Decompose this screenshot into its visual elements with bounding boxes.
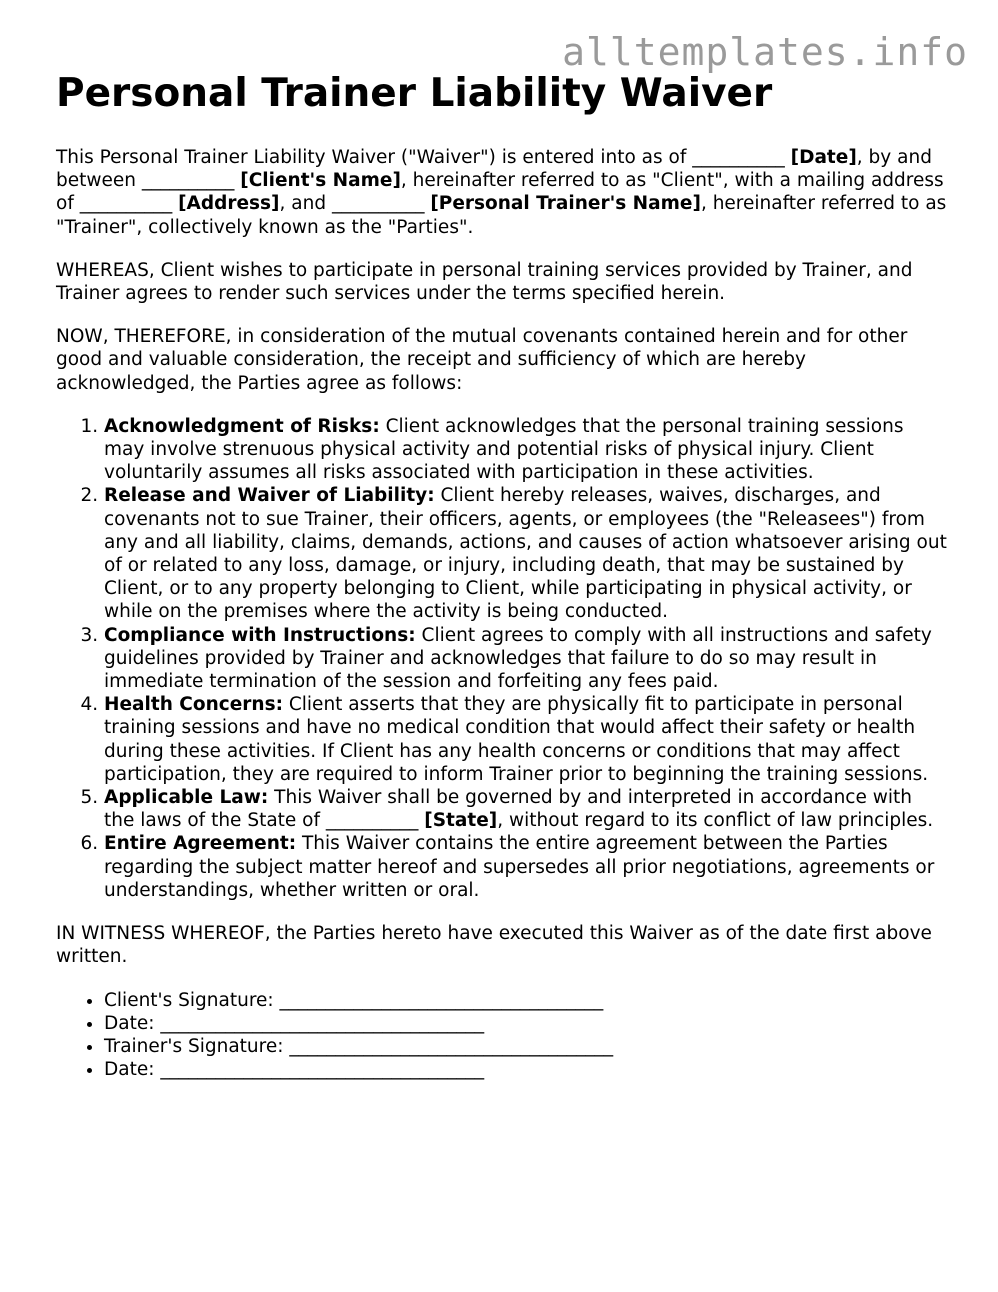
- clause-text: This Waiver contains the entire agreement between the Parties regarding the subject matter hereof and supersedes all prior negotiations, agreements or understandings, whether written or oral.: [104, 833, 935, 901]
- witness-paragraph: IN WITNESS WHEREOF, the Parties hereto have executed this Waiver as of the date first above written.: [56, 923, 932, 968]
- intro-text-2: , by and between __________: [56, 147, 932, 192]
- clause-heading: Release and Waiver of Liability:: [104, 485, 435, 507]
- clause-text: Client hereby releases, waives, discharges, and covenants not to sue Trainer, their officers, agents, or employees (the "Releasees") from any and all liability, claims, demands, actions, and causes of action whatsoever arising out of or related to any loss, damage, or injury, including death, that may be sustained by Client, or to any property belonging to Client, while participating in physical activity, or while on the premises where the activity is being conducted.: [104, 485, 947, 623]
- watermark: alltemplates.info: [562, 30, 968, 74]
- whereas-paragraph: WHEREAS, Client wishes to participate in personal training services provided by Trainer, and Trainer agrees to render such services under the terms specified herein.: [56, 259, 913, 305]
- client-date-line: • Date: ___________________________________: [104, 1012, 948, 1035]
- clause-heading: Applicable Law:: [104, 787, 269, 809]
- page-title: Personal Trainer Liability Waiver: [56, 71, 773, 116]
- clause-text: This Waiver shall be governed by and interpreted in accordance with the laws of the State of __________: [104, 787, 912, 832]
- clause-heading: Compliance with Instructions:: [104, 624, 416, 646]
- clause-text: Client acknowledges that the personal training sessions may involve strenuous physical activity and potential risks of physical injury. Client voluntarily assumes all risks associated with participation in these activities.: [104, 415, 904, 484]
- trainer-date-line: • Date: ___________________________________: [104, 1058, 948, 1081]
- clause-list: [56, 415, 948, 902]
- client-signature-line: • Client's Signature: ___________________________________: [104, 989, 948, 1012]
- clause-text: Client agrees to comply with all instructions and safety guidelines provided by Trainer and acknowledges that failure to do so may result in immediate termination of the session and forfeiting any fees paid.: [104, 624, 932, 693]
- clause-heading: Acknowledgment of Risks:: [104, 415, 380, 437]
- clause-item: [104, 786, 948, 832]
- clause-item: [104, 624, 948, 694]
- intro-text-3: , hereinafter referred to as "Client", with a mailing address of __________: [56, 170, 944, 215]
- intro-text-1: This Personal Trainer Liability Waiver ("Waiver") is entered into as of __________: [56, 147, 791, 168]
- now-therefore-paragraph: NOW, THEREFORE, in consideration of the mutual covenants contained herein and for other good and valuable consideration, the receipt and sufficiency of which are hereby acknowledged, the Parties agree as follows:: [56, 326, 908, 394]
- clause-text: , without regard to its conflict of law principles.: [497, 810, 934, 832]
- trainer-name-placeholder: [Personal Trainer's Name]: [430, 193, 701, 215]
- clause-text: Client asserts that they are physically fit to participate in personal training sessions and have no medical condition that would affect their safety or health during these activities. If Client has any health concerns or conditions that may affect participation, they are required to inform Trainer prior to beginning the training sessions.: [104, 694, 929, 785]
- signature-list: [56, 989, 948, 1082]
- intro-paragraph: [56, 146, 948, 239]
- clause-item: [104, 484, 948, 623]
- clause-item: [104, 693, 948, 786]
- clause-item: [104, 832, 948, 902]
- clause-item: [104, 415, 948, 485]
- clause-heading: Entire Agreement:: [104, 833, 297, 855]
- intro-text-5: , hereinafter referred to as "Trainer", collectively known as the "Parties".: [56, 193, 947, 238]
- clause-heading: Health Concerns:: [104, 694, 283, 716]
- trainer-signature-line: • Trainer's Signature: ___________________________________: [104, 1035, 948, 1058]
- client-name-placeholder: [Client's Name]: [240, 170, 401, 192]
- document-page: [56, 70, 948, 1081]
- date-placeholder: [Date]: [790, 147, 857, 168]
- state-placeholder: [State]: [424, 810, 498, 832]
- intro-text-4: , and __________: [279, 193, 431, 215]
- address-placeholder: [Address]: [178, 193, 280, 215]
